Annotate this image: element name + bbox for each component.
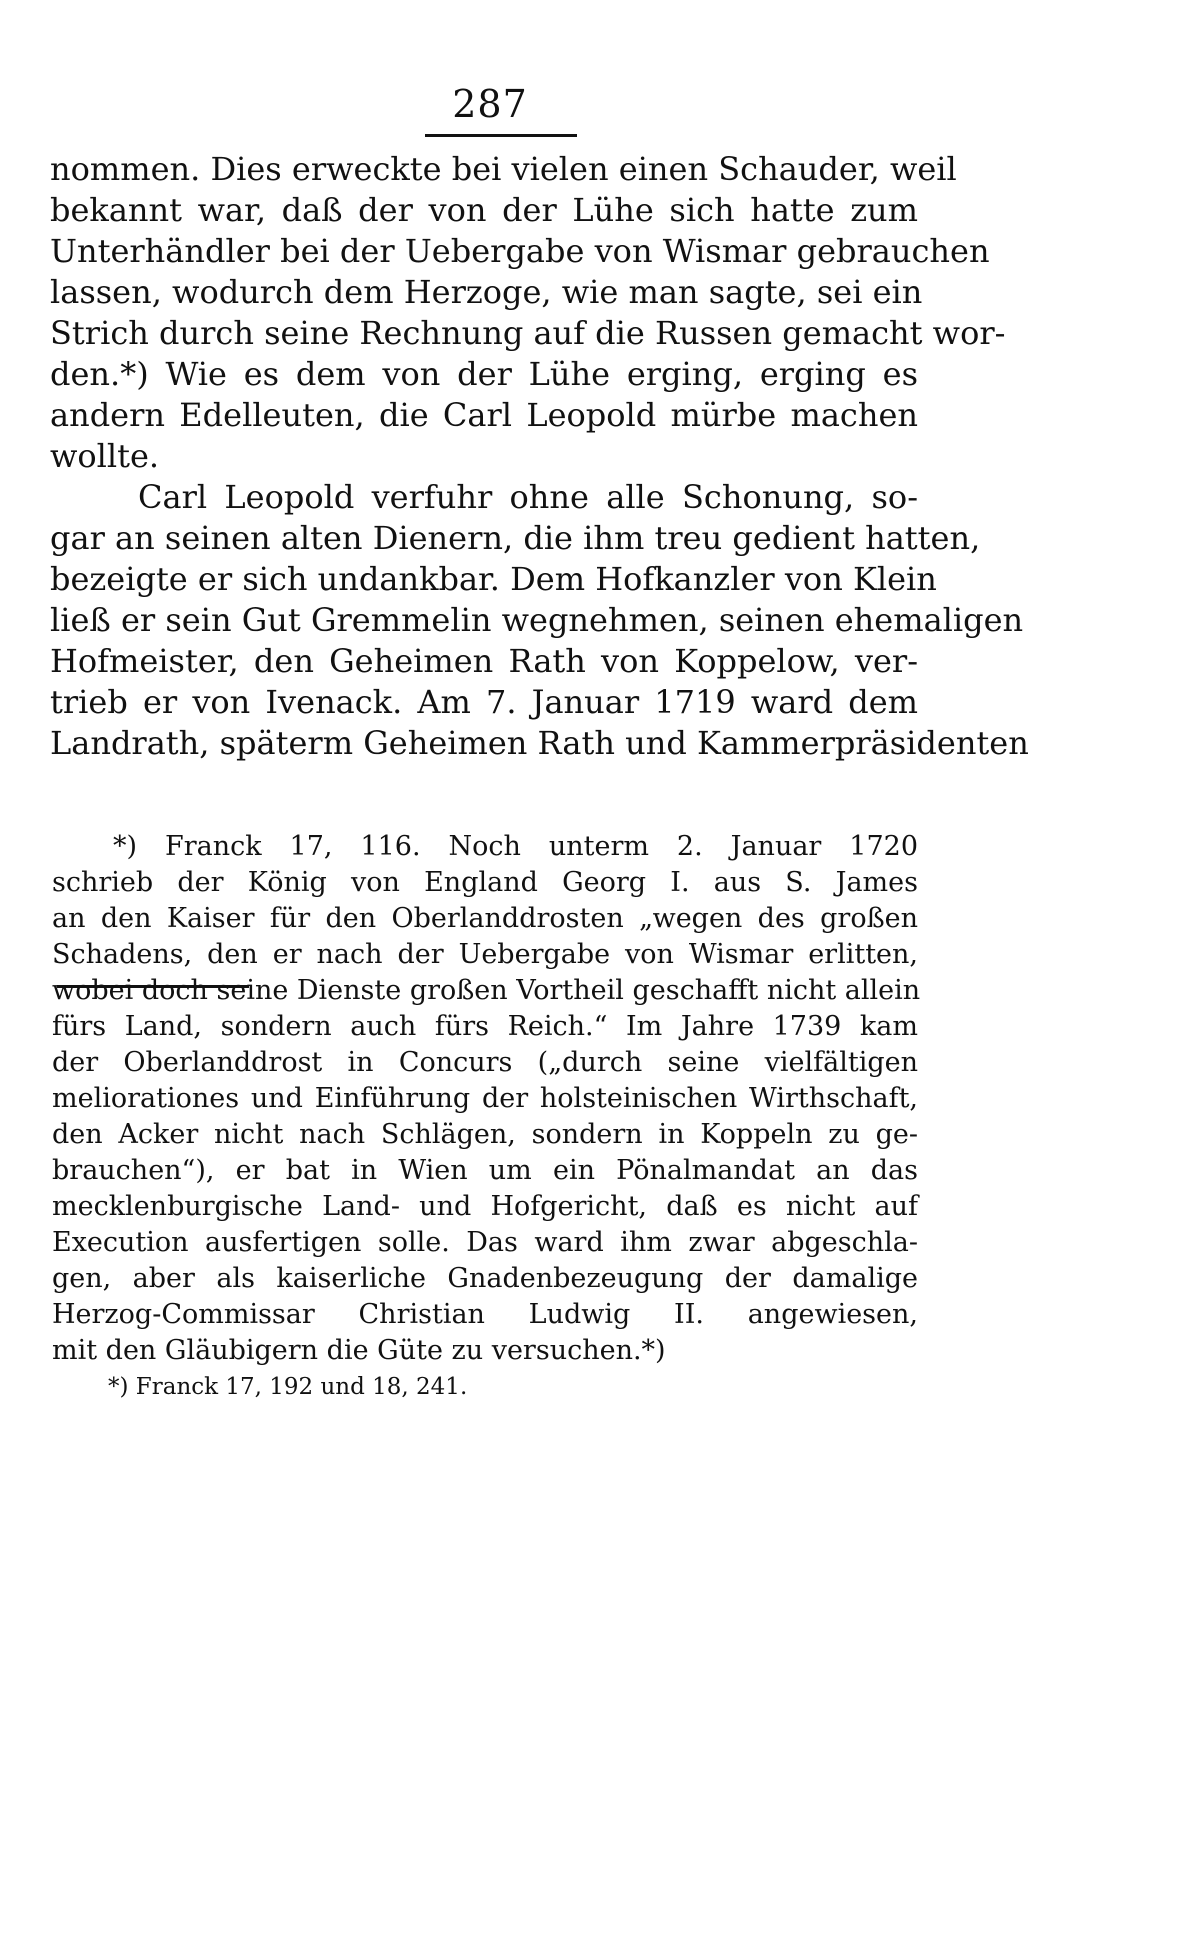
footnote-line: Execution ausfertigen solle. Das ward ihm zwar abgeschla- xyxy=(52,1227,918,1258)
footnote-line: schrieb der König von England Georg I. aus S. James xyxy=(52,867,918,898)
secondary-footnote: *) Franck 17, 192 und 18, 241. xyxy=(108,1374,468,1400)
footnote-line: meliorationes und Einführung der holsteinischen Wirthschaft, xyxy=(52,1083,918,1114)
page-number: 287 xyxy=(452,82,528,126)
footnote-line: der Oberlanddrost in Concurs („durch seine vielfältigen xyxy=(52,1047,918,1078)
footnote-line: Herzog-Commissar Christian Ludwig II. angewiesen, xyxy=(52,1299,918,1330)
main-text-line: andern Edelleuten, die Carl Leopold mürbe machen xyxy=(50,396,918,434)
main-text-line: ließ er sein Gut Gremmelin wegnehmen, seinen ehemaligen xyxy=(50,601,1024,639)
footnote-line: fürs Land, sondern auch fürs Reich.“ Im Jahre 1739 kam xyxy=(52,1011,918,1042)
main-text-line: Carl Leopold verfuhr ohne alle Schonung, so- xyxy=(138,478,918,516)
header-rule xyxy=(425,134,577,137)
footnote-line: wobei doch seine Dienste großen Vortheil geschafft nicht allein xyxy=(52,975,921,1006)
footnote-line: den Acker nicht nach Schlägen, sondern in Koppeln zu ge- xyxy=(52,1119,918,1150)
footnote-line: mit den Gläubigern die Güte zu versuchen.*) xyxy=(52,1335,666,1366)
main-text-line: nommen. Dies erweckte bei vielen einen Schauder, weil xyxy=(50,150,957,188)
main-text-line: Strich durch seine Rechnung auf die Russen gemacht wor- xyxy=(50,314,1006,352)
main-text-line: Unterhändler bei der Uebergabe von Wismar gebrauchen xyxy=(50,232,990,270)
main-text-line: trieb er von Ivenack. Am 7. Januar 1719 ward dem xyxy=(50,683,918,721)
main-text-line: den.*) Wie es dem von der Lühe erging, erging es xyxy=(50,355,918,393)
main-text-line: wollte. xyxy=(50,437,160,475)
main-text-line: Hofmeister, den Geheimen Rath von Koppelow, ver- xyxy=(50,642,918,680)
footnote-line: an den Kaiser für den Oberlanddrosten „wegen des großen xyxy=(52,903,918,934)
footnote-line: brauchen“), er bat in Wien um ein Pönalmandat an das xyxy=(52,1155,918,1186)
footnote-line: *) Franck 17, 116. Noch unterm 2. Januar 1720 xyxy=(113,831,918,862)
main-text-line: Landrath, späterm Geheimen Rath und Kammerpräsidenten xyxy=(50,724,1029,762)
main-text-line: bekannt war, daß der von der Lühe sich hatte zum xyxy=(50,191,918,229)
footnote-line: Schadens, den er nach der Uebergabe von Wismar erlitten, xyxy=(52,939,918,970)
main-text-line: bezeigte er sich undankbar. Dem Hofkanzler von Klein xyxy=(50,560,937,598)
main-text-line: gar an seinen alten Dienern, die ihm treu gedient hatten, xyxy=(50,519,981,557)
footnote-line: mecklenburgische Land- und Hofgericht, daß es nicht auf xyxy=(52,1191,918,1222)
main-text-line: lassen, wodurch dem Herzoge, wie man sagte, sei ein xyxy=(50,273,923,311)
footnote-line: gen, aber als kaiserliche Gnadenbezeugung der damalige xyxy=(52,1263,918,1294)
